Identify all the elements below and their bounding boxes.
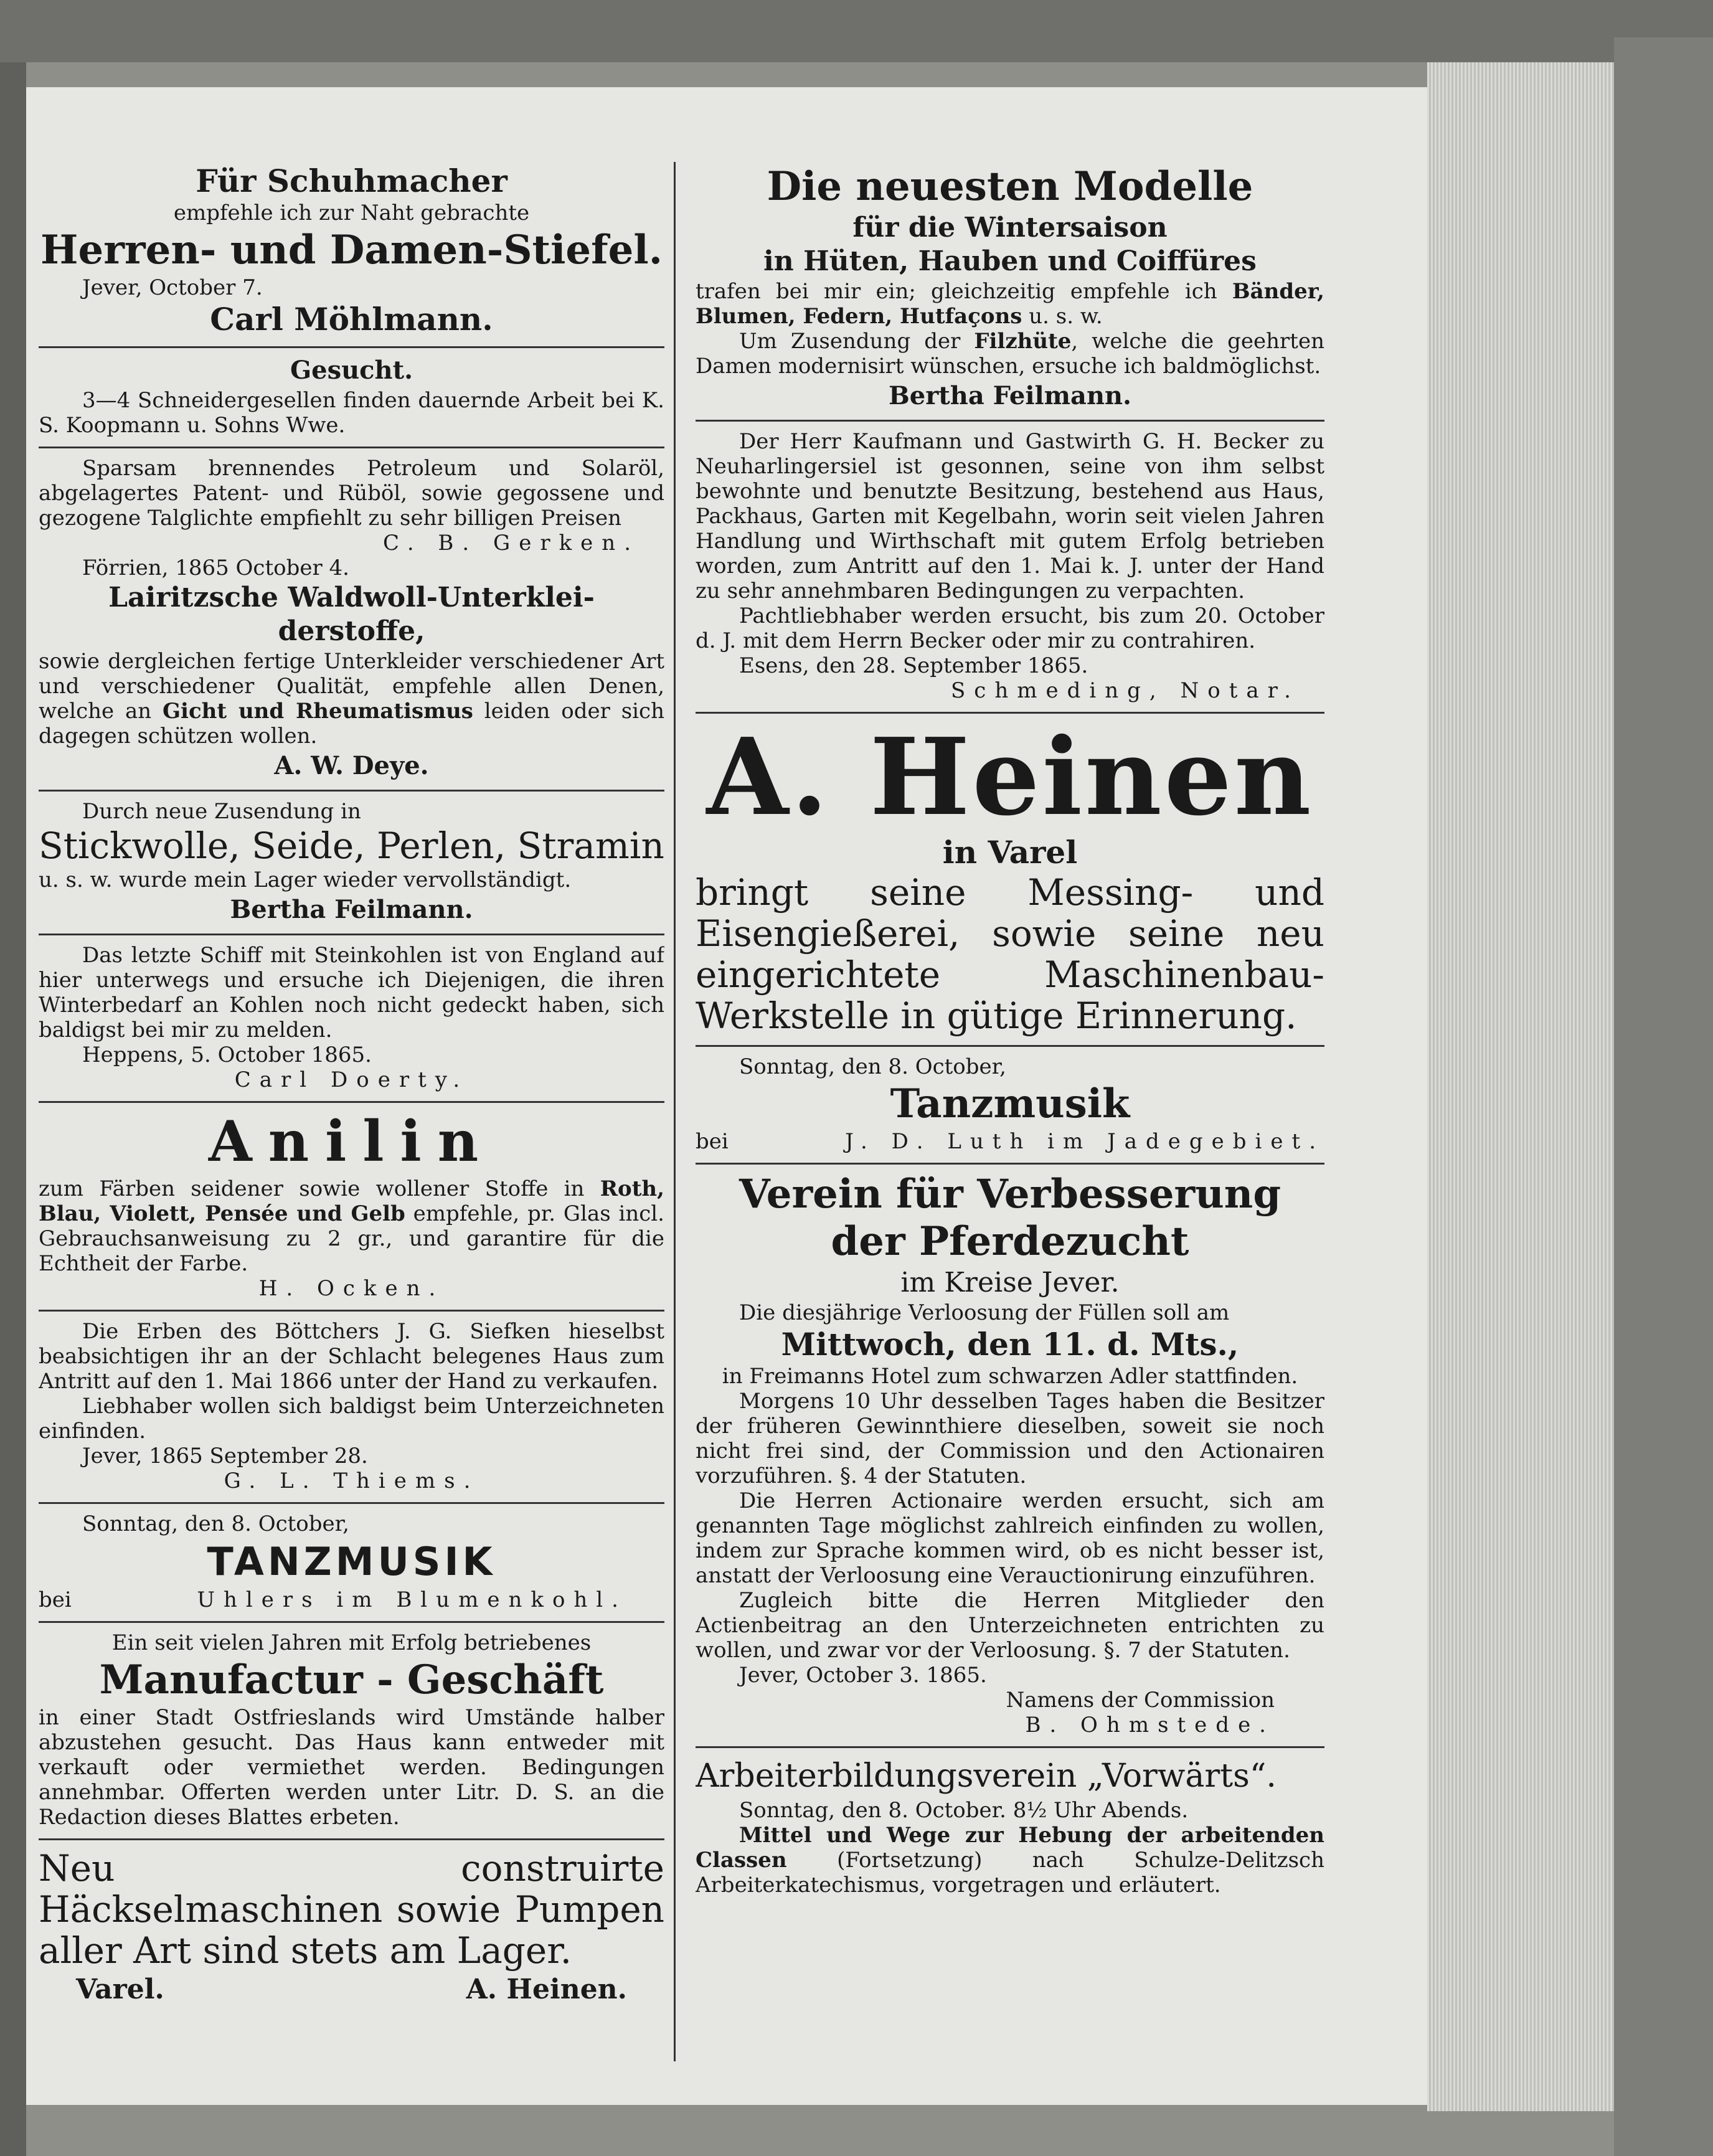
ad-text: 3—4 Schneidergesellen finden dauernde Arbeit bei K. S. Koopmann u. Sohns Wwe. xyxy=(39,388,664,438)
ad-tanzmusik-luth xyxy=(696,1054,1324,1154)
book-cover-right xyxy=(1614,37,1713,2156)
ad-text-part: (Fortsetzung) nach Schulze-Delitzsch Arbeiterkatechismus, vorgetragen und erläutert. xyxy=(696,1848,1324,1898)
ad-gesucht xyxy=(39,356,664,438)
ad-signature: Schmeding, Notar. xyxy=(951,678,1300,703)
ad-text: Ein seit vielen Jahren mit Erfolg betriebenes xyxy=(111,1630,592,1655)
divider xyxy=(696,712,1324,714)
divider xyxy=(39,346,664,348)
ad-text: Die diesjährige Verloosung der Füllen soll am xyxy=(739,1300,1230,1325)
ad-title-cont: der Pferdezucht xyxy=(831,1218,1189,1265)
ad-text: Liebhaber wollen sich baldigst beim Unterzeichneten einfinden. xyxy=(39,1394,664,1444)
ad-text: empfehle ich zur Naht gebrachte xyxy=(173,201,530,225)
ad-signature: C. B. Gerken. xyxy=(383,531,639,556)
ad-anilin xyxy=(39,1110,664,1301)
ad-signature: A. W. Deye. xyxy=(274,751,429,780)
ad-text: Sonntag, den 8. October. 8½ Uhr Abends. xyxy=(739,1798,1189,1823)
ad-steinkohlen xyxy=(39,943,664,1092)
left-column xyxy=(39,162,664,2061)
ad-title: Anilin xyxy=(208,1109,495,1175)
ad-place: Esens, den 28. September 1865. xyxy=(739,653,1088,678)
ad-text xyxy=(696,279,1324,329)
ad-title: A. Heinen xyxy=(706,715,1314,839)
ad-text: Das letzte Schiff mit Steinkohlen ist von England auf hier unterwegs und ersuche ich Diejenigen, die ihren Winterbedarf an Kohlen noch nicht gedeckt haben, sich baldigst bei mir zu melden. xyxy=(39,943,664,1043)
ad-haeckselmaschinen xyxy=(39,1848,664,2007)
ad-text xyxy=(39,649,664,749)
ad-text-part: zum Färben seidener sowie wollener Stoffe in xyxy=(39,1176,600,1201)
right-column xyxy=(696,162,1324,2061)
divider xyxy=(39,1101,664,1103)
ad-text: Die Herren Actionaire werden ersucht, sich am genannten Tage möglichst zahlreich einfinden zu wollen, indem zur Sprache kommen wird, ob es nicht besser ist, anstatt der Verloosung eine Verauctionirung einzuführen. xyxy=(696,1488,1324,1588)
divider xyxy=(39,1621,664,1623)
ad-text: Pachtliebhaber werden ersucht, bis zum 20. October d. J. mit dem Herrn Becker oder mir zu contrahiren. xyxy=(696,603,1324,653)
ad-title: Manufactur - Geschäft xyxy=(99,1657,604,1703)
ad-text xyxy=(39,1176,664,1276)
ad-text-bold: Roth, Blau, Violett, Pensée und Gelb xyxy=(39,1176,664,1226)
ad-text-part: Um Zusendung der xyxy=(739,329,974,354)
ad-signature: G. L. Thiems. xyxy=(224,1468,479,1493)
ad-text: Neu construirte Häckselmaschinen sowie Pumpen aller Art sind stets am Lager. xyxy=(39,1847,664,1972)
ad-title: Arbeiterbildungsverein „Vorwärts“. xyxy=(696,1757,1276,1795)
ad-signature: B. Ohmstede. xyxy=(1025,1713,1275,1738)
ad-subtitle: für die Wintersaison xyxy=(852,212,1168,243)
ad-text-part: sowie dergleichen fertige Unterkleider verschiedener Art und verschiedener Qualität, empfehle allen Denen, welche an xyxy=(39,649,664,724)
ad-text xyxy=(696,329,1324,379)
ad-tanzmusik-uhlers xyxy=(39,1511,664,1612)
ad-stickwolle xyxy=(39,799,664,925)
ad-pferdezucht xyxy=(696,1172,1324,1738)
ad-date: Sonntag, den 8. October, xyxy=(82,1511,349,1536)
ad-text: u. s. w. wurde mein Lager wieder vervollständigt. xyxy=(39,868,572,892)
ad-petroleum xyxy=(39,456,664,580)
ad-title: Für Schuhmacher xyxy=(196,163,507,199)
ad-title: TANZMUSIK xyxy=(207,1539,496,1584)
ad-text-part: empfehle, pr. Glas incl. Gebrauchsanweisung zu 2 gr., und garantire für die Echtheit der Farbe. xyxy=(39,1201,664,1276)
column-rule xyxy=(674,162,676,2061)
book-gutter-shadow xyxy=(0,62,26,2156)
ad-date: Mittwoch, den 11. d. Mts., xyxy=(781,1326,1239,1363)
ad-text: Die Erben des Böttchers J. G. Siefken hieselbst beabsichtigen ihr an der Schlacht belegenes Haus zum Antritt auf den 1. Mai 1866 unter der Hand zu verkaufen. xyxy=(39,1319,664,1394)
ad-signature: H. Ocken. xyxy=(258,1276,445,1301)
ad-text: bringt seine Messing- und Eisengießerei, sowie seine neu eingerichtete Maschinenbau-Werkstelle in gütige Erinnerung. xyxy=(696,871,1324,1037)
ad-place: Jever, October 3. 1865. xyxy=(739,1663,987,1688)
ad-place: Förrien, 1865 October 4. xyxy=(82,556,349,580)
ad-text: Zugleich bitte die Herren Mitglieder den Actienbeitrag an den Unterzeichneten entrichten zu wollen, und zwar vor der Verloosung. §. 7 der Statuten. xyxy=(696,1588,1324,1663)
ad-signature: Carl Möhlmann. xyxy=(210,301,493,338)
ad-text xyxy=(696,1823,1324,1898)
ad-signature-line: Namens der Commission xyxy=(1006,1688,1275,1713)
ad-manufactur xyxy=(39,1630,664,1830)
ad-text-bold: Bänder, Blumen, Federn, Hutfaçons xyxy=(696,279,1324,329)
ad-text: Der Herr Kaufmann und Gastwirth G. H. Becker zu Neuharlingersiel ist gesonnen, seine von ihm selbst bewohnte und benutzte Besitzung, bestehend aus Haus, Packhaus, Garten mit Kegelbahn, worin seit vielen Jahren Handlung und Wirthschaft mit gutem Erfolg betrieben worden, zum Antritt auf den 1. Mai k. J. unter der Hand zu sehr annehmbaren Bedingungen zu verpachten. xyxy=(696,429,1324,603)
ad-signature: A. Heinen. xyxy=(466,1974,627,2005)
ad-product: Herren- und Damen-Stiefel. xyxy=(40,227,663,273)
page-edges xyxy=(1427,62,1614,2111)
ad-text: Sparsam brennendes Petroleum und Solaröl, abgelagertes Patent- und Rüböl, sowie gegossene und gezogene Talglichte empfiehlt zu sehr billigen Preisen xyxy=(39,456,664,531)
divider xyxy=(696,1045,1324,1047)
ad-title-cont: derstoffe, xyxy=(278,615,425,647)
divider xyxy=(39,1502,664,1504)
ad-signature: Bertha Feilmann. xyxy=(888,381,1132,410)
book-cover-top xyxy=(0,0,1713,62)
ad-title: Tanzmusik xyxy=(890,1080,1130,1127)
divider xyxy=(39,790,664,792)
ad-text-bold: Filzhüte xyxy=(974,329,1072,354)
ad-title: Verein für Verbesserung xyxy=(739,1171,1281,1217)
ad-signature-row xyxy=(39,1972,664,2007)
ad-text-part: , welche die geehrten Damen modernisirt wünschen, ersuche ich baldmöglichst. xyxy=(696,329,1324,379)
ad-date: Sonntag, den 8. October, xyxy=(739,1054,1006,1079)
ad-items: Stickwolle, Seide, Perlen, Stramin xyxy=(39,825,664,867)
ad-location: J. D. Luth im Jadegebiet. xyxy=(845,1129,1324,1154)
ad-title: Die neuesten Modelle xyxy=(767,163,1253,210)
ad-location-row xyxy=(39,1587,664,1612)
ad-subtitle: im Kreise Jever. xyxy=(900,1267,1120,1298)
divider xyxy=(39,447,664,448)
ad-text-bold: Mittel und Wege zur Hebung der arbeitenden Classen xyxy=(696,1823,1324,1873)
ad-text: Durch neue Zusendung in xyxy=(82,799,361,824)
ad-bei: bei xyxy=(39,1587,72,1612)
ad-waldwolle xyxy=(39,582,664,781)
ad-becker-verpachtung xyxy=(696,429,1324,703)
ad-heinen-giesserei xyxy=(696,715,1324,1037)
ad-text-part: leiden oder sich dagegen schützen wollen. xyxy=(39,699,664,749)
ad-signature: Bertha Feilmann. xyxy=(230,895,473,924)
ad-subtitle: in Varel xyxy=(942,834,1078,871)
ad-modelle xyxy=(696,164,1324,411)
ad-text-part: u. s. w. xyxy=(1022,304,1103,329)
ad-subtitle: in Hüten, Hauben und Coiffüres xyxy=(763,245,1257,277)
ad-bei: bei xyxy=(696,1129,729,1154)
divider xyxy=(39,1838,664,1840)
ad-place: Jever, 1865 September 28. xyxy=(82,1444,368,1468)
divider xyxy=(39,1310,664,1312)
newspaper-page xyxy=(26,87,1427,2105)
divider xyxy=(696,1163,1324,1165)
ad-text: in Freimanns Hotel zum schwarzen Adler stattfinden. xyxy=(722,1364,1298,1389)
ad-text-bold: Gicht und Rheumatismus xyxy=(163,699,473,724)
divider xyxy=(696,420,1324,422)
ad-title: Gesucht. xyxy=(290,356,413,385)
ad-text-part: trafen bei mir ein; gleichzeitig empfehle ich xyxy=(696,279,1232,304)
ad-arbeiterbildungsverein xyxy=(696,1756,1324,1898)
ad-place: Varel. xyxy=(76,1974,164,2005)
divider xyxy=(39,934,664,935)
ad-schuhmacher xyxy=(39,163,664,338)
ad-place: Heppens, 5. October 1865. xyxy=(82,1043,372,1067)
divider xyxy=(696,1746,1324,1748)
ad-erben-boettcher xyxy=(39,1319,664,1493)
ad-text: Morgens 10 Uhr desselben Tages haben die Besitzer der früheren Gewinnthiere dieselben, soweit sie noch nicht frei sind, der Commission und den Actionairen vorzuführen. §. 4 der Statuten. xyxy=(696,1389,1324,1488)
ad-text: in einer Stadt Ostfrieslands wird Umstände halber abzustehen gesucht. Das Haus kann entweder mit verkauft oder vermiethet werden. Bedingungen annehmbar. Offerten werden unter Litr. D. S. an die Redaction dieses Blattes erbeten. xyxy=(39,1705,664,1830)
ad-place: Jever, October 7. xyxy=(82,275,263,300)
ad-location-row xyxy=(696,1129,1324,1154)
ad-location: Uhlers im Blumenkohl. xyxy=(197,1587,627,1612)
ad-title: Lairitzsche Waldwoll-Unterklei- xyxy=(108,582,595,613)
ad-signature: Carl Doerty. xyxy=(234,1067,469,1092)
